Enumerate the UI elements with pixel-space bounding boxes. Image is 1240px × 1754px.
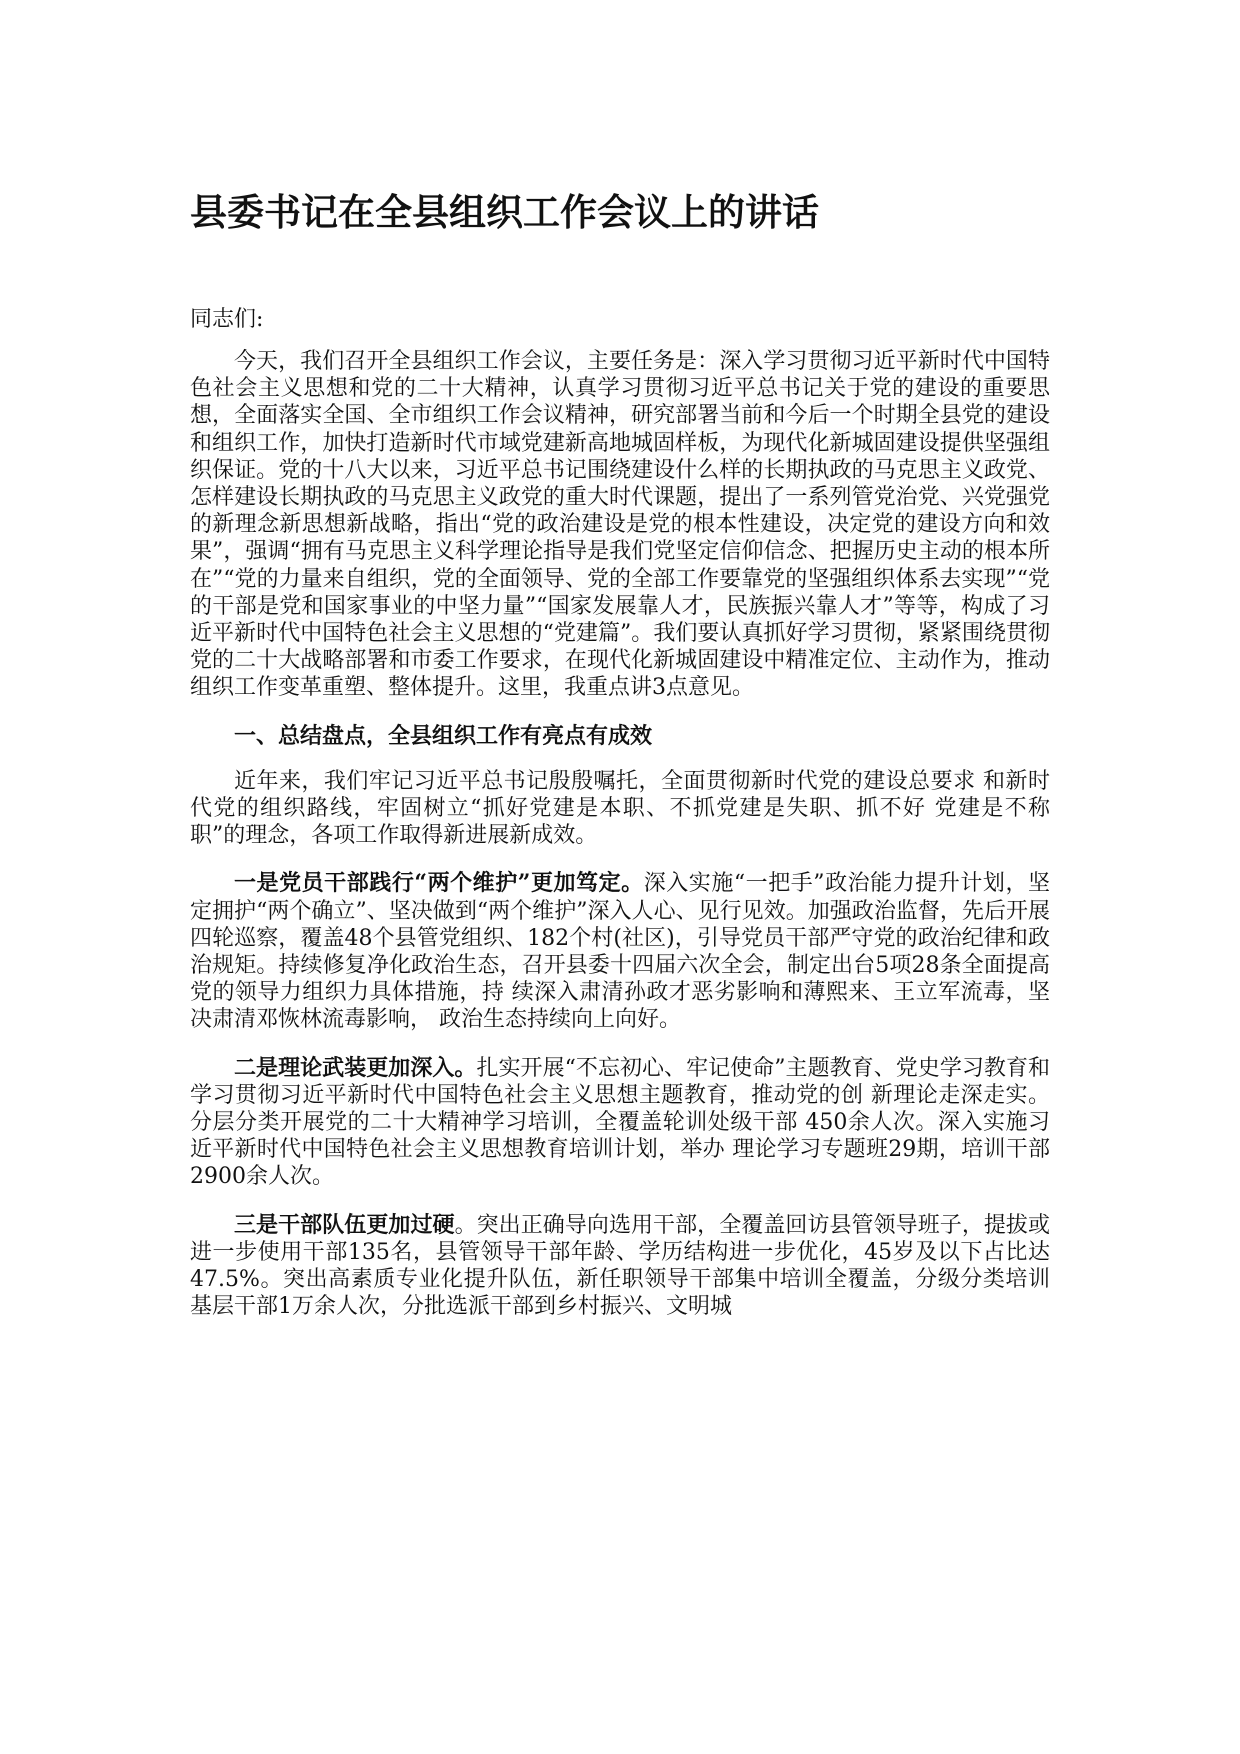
intro-paragraph: 今天，我们召开全县组织工作会议，主要任务是：深入学习贯彻习近平新时代中国特色社会主义思想和党的二十大精神，认真学习贯彻习近平总书记关于党的建设的重要思想，全面落实全国、全市组织工作会议精神，研究部署当前和今后一个时期全县党的建设和组织工作，加快打造新时代市域党建新高地城固样板，为现代化新城固建设提供坚强组织保证。党的十八大以来，习近平总书记围绕建设什么样的长期执政的马克思主义政党、怎样建设长期执政的马克思主义政党的重大时代课题，提出了一系列管党治党、兴党强党的新理念新思想新战略，指出“党的政治建设是党的根本性建设，决定党的建设方向和效果”，强调“拥有马克思主义科学理论指导是我们党坚定信仰信念、把握历史主动的根本所在”“党的力量来自组织，党的全面领导、党的全部工作要靠党的坚强组织体系去实现”“党的干部是党和国家事业的中坚力量”“国家发展靠人才，民族振兴靠人才”等等，构成了习近平新时代中国特色社会主义思想的“党建篇”。我们要认真抓好学习贯彻，紧紧围绕贯彻党的二十大战略部署和市委工作要求，在现代化新城固建设中精准定位、主动作为，推动组织工作变革重塑、整体提升。这里，我重点讲3点意见。 [190, 349, 1050, 701]
document-title: 县委书记在全县组织工作会议上的讲话 [190, 190, 819, 234]
point-1-paragraph [190, 870, 1050, 1033]
point-2-text: 扎实开展“不忘初心、牢记使命”主题教育、党史学习教育和学习贯彻习近平新时代中国特色社会主义思想主题教育，推动党的创 新理论走深走实。分层分类开展党的二十大精神学习培训，全覆盖轮训处级干部 450余人次。深入实施习近平新时代中国特色社会主义思想教育培训计划，举办 理论学习专题班29期，培训干部2900余人次。 [190, 1055, 1050, 1190]
point-2-lead: 二是理论武装更加深入。 [234, 1054, 477, 1081]
point-2-paragraph [190, 1055, 1050, 1191]
section-1-intro-paragraph: 近年来，我们牢记习近平总书记殷殷嘱托，全面贯彻新时代党的建设总要求 和新时代党的组织路线，牢固树立“抓好党建是本职、不抓党建是失职、抓不好 党建是不称职”的理念，各项工作取得新进展新成效。 [190, 768, 1050, 849]
point-1-text: 深入实施“一把手”政治能力提升计划，坚定拥护“两个确立”、坚决做到“两个维护”深入人心、见行见效。加强政治监督，先后开展四轮巡察，覆盖48个县管党组织、182个村(社区)，引导党员干部严守党的政治纪律和政治规矩。持续修复净化政治生态，召开县委十四届六次全会，制定出台5项28条全面提高党的领导力组织力具体措施，持 续深入肃清孙政才恶劣影响和薄熙来、王立军流毒，坚决肃清邓恢林流毒影响， 政治生态持续向上向好。 [190, 871, 1051, 1033]
point-3-lead: 三是干部队伍更加过硬 [234, 1211, 455, 1238]
salutation: 同志们: [190, 307, 264, 332]
point-1-lead: 一是党员干部践行“两个维护”更加笃定。 [234, 870, 644, 897]
point-3-paragraph [190, 1212, 1050, 1321]
point-3-text: 。突出正确导向选用干部，全覆盖回访县管领导班子，提拔或进一步使用干部135名，县管领导干部年龄、学历结构进一步优化，45岁及以下占比达47.5%。突出高素质专业化提升队伍，新任职领导干部集中培训全覆盖，分级分类培训基层干部1万余人次，分批选派干部到乡村振兴、文明城 [190, 1212, 1050, 1320]
section-heading-1: 一、总结盘点，全县组织工作有亮点有成效 [234, 722, 653, 749]
document-body [190, 348, 1050, 1342]
